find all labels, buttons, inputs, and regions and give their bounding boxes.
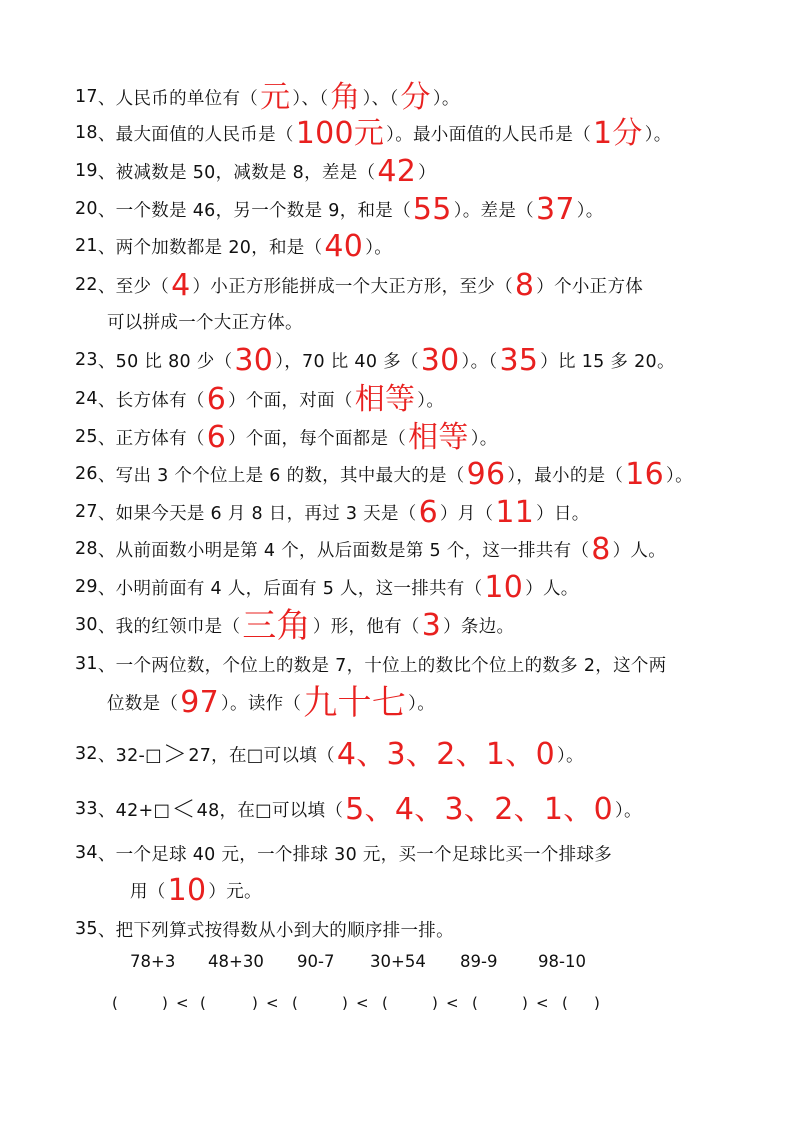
- answer: 6: [418, 495, 438, 530]
- question-30: [75, 606, 515, 646]
- question-33: [75, 792, 642, 826]
- close-bracket: ): [252, 994, 258, 1012]
- answer: 40: [324, 229, 364, 264]
- question-text: ）。: [644, 124, 672, 145]
- question-24: [75, 382, 444, 416]
- question-text: ）。: [365, 237, 393, 258]
- question-text: 、一个数是 46，另一个数是 9，和是（: [97, 200, 411, 221]
- question-number: 30: [75, 615, 98, 635]
- open-bracket: (: [562, 994, 568, 1012]
- question-text: 可以拼成一个大正方体。: [107, 312, 303, 333]
- question-text: 位数是（: [107, 693, 179, 714]
- less-than: <: [356, 994, 369, 1012]
- question-text: ）形，他有（: [312, 616, 420, 637]
- question-text: ）: [418, 162, 436, 183]
- question-text: ）日。: [536, 503, 590, 524]
- question-text: 用（: [130, 881, 166, 902]
- question-number: 35: [75, 919, 98, 939]
- question-number: 19: [75, 161, 98, 181]
- question-text: ）。: [666, 465, 693, 486]
- answer: 55: [412, 192, 452, 227]
- question-text: ）。（: [461, 351, 498, 372]
- answer: 8: [591, 532, 611, 567]
- question-text: 、把下列算式按得数从小到大的顺序排一排。: [97, 920, 454, 941]
- close-bracket: ): [432, 994, 438, 1012]
- answer: 97: [180, 685, 219, 720]
- question-number: 18: [75, 123, 98, 143]
- question-34: [75, 836, 612, 870]
- answer: 30: [234, 343, 274, 378]
- question-text: ）人。: [525, 578, 579, 599]
- question-text: 、一个两位数，个位上的数是 7，十位上的数比个位上的数多 2，这个两: [97, 655, 667, 676]
- question-text: 、被减数是 50，减数是 8，差是（: [97, 162, 376, 183]
- question-number: 34: [75, 843, 98, 863]
- question-text: 、如果今天是 6 月 8 日，再过 3 天是（: [97, 503, 417, 524]
- question-text: ）。读作（: [220, 693, 302, 714]
- question-number: 29: [75, 577, 98, 597]
- question-31-continuation: [107, 683, 435, 723]
- question-text: ），最小的是（: [507, 465, 624, 486]
- question-text: 、正方体有（: [97, 428, 205, 449]
- question-text: ）。: [615, 800, 642, 821]
- question-number: 22: [75, 275, 98, 295]
- answer: 角: [330, 80, 361, 115]
- expression: 78+3: [130, 952, 176, 971]
- question-17: [75, 80, 460, 114]
- question-text: ）。: [556, 745, 584, 766]
- answer: 4: [171, 268, 191, 303]
- question-number: 20: [75, 199, 98, 219]
- answer: 6: [206, 382, 227, 417]
- question-text: ）元。: [208, 881, 262, 902]
- answer: 42: [377, 154, 417, 189]
- question-text: ）、（: [362, 88, 399, 109]
- question-34-continuation: [130, 873, 262, 907]
- question-text: ）人。: [612, 540, 666, 561]
- question-number: 17: [75, 87, 98, 107]
- answer: 4、3、2、1、0: [336, 737, 555, 772]
- question-23: [75, 343, 675, 377]
- less-than: <: [266, 994, 279, 1012]
- question-text: ）。最小面值的人民币是（: [386, 124, 592, 145]
- answer: 8: [514, 268, 535, 303]
- close-bracket: ): [522, 994, 528, 1012]
- question-text: ）。: [417, 390, 445, 411]
- close-bracket: ): [594, 994, 600, 1012]
- answer: 10: [484, 570, 524, 605]
- answer: 11: [495, 495, 535, 530]
- question-text: ）个面，每个面都是（: [228, 428, 407, 449]
- question-22-continuation: [107, 304, 303, 338]
- open-bracket: (: [112, 994, 118, 1012]
- less-than: <: [536, 994, 549, 1012]
- question-22: [75, 268, 643, 302]
- less-than: <: [176, 994, 189, 1012]
- question-number: 27: [75, 502, 98, 522]
- question-number: 25: [75, 427, 98, 447]
- expression: 89-9: [460, 952, 498, 971]
- question-text: 、从前面数小明是第 4 个，从后面数是第 5 个，这一排共有（: [97, 540, 590, 561]
- question-text: 、我的红领巾是（: [97, 616, 241, 637]
- answer: 16: [625, 457, 665, 492]
- greater-than-sign: ＞: [163, 740, 188, 768]
- question-text: ），70 比 40 多（: [275, 351, 419, 372]
- question-number: 28: [75, 539, 98, 559]
- question-number: 32: [75, 744, 98, 764]
- question-text: 、最大面值的人民币是（: [97, 124, 294, 145]
- answer: 35: [499, 343, 539, 378]
- question-19: [75, 154, 436, 188]
- answer: 相等: [354, 382, 416, 417]
- question-text: ）个面，对面（: [228, 390, 353, 411]
- question-text: ）条边。: [443, 616, 515, 637]
- answer: 元: [260, 80, 291, 115]
- answer: 37: [535, 192, 575, 227]
- open-bracket: (: [382, 994, 388, 1012]
- close-bracket: ): [162, 994, 168, 1012]
- question-text: ）比 15 多 20。: [540, 351, 675, 372]
- question-text: ）个小正方体: [536, 276, 644, 297]
- question-text: ）小正方形能拼成一个大正方形，至少（: [192, 276, 513, 297]
- answer: 10: [167, 873, 207, 908]
- question-text: 27，在□可以填（: [188, 745, 335, 766]
- expression: 48+30: [208, 952, 264, 971]
- question-27: [75, 495, 590, 529]
- answer: 6: [206, 420, 227, 455]
- question-text: ）。差是（: [453, 200, 534, 221]
- less-than: <: [446, 994, 459, 1012]
- question-25: [75, 420, 498, 454]
- question-29: [75, 570, 579, 604]
- question-text: 、写出 3 个个位上是 6 的数，其中最大的是（: [97, 465, 465, 486]
- question-26: [75, 457, 693, 491]
- question-text: 、50 比 80 少（: [97, 351, 233, 372]
- expression: 98-10: [538, 952, 586, 971]
- question-text: ）。: [576, 200, 604, 221]
- answer: 30: [420, 343, 460, 378]
- question-text: ）。: [432, 88, 460, 109]
- answer: 九十七: [303, 683, 407, 723]
- question-text: 、42+□: [97, 800, 171, 821]
- question-text: 、两个加数都是 20，和是（: [97, 237, 323, 258]
- question-text: 、一个足球 40 元，一个排球 30 元，买一个足球比买一个排球多: [97, 844, 613, 865]
- question-text: ）月（: [439, 503, 494, 524]
- question-text: 、至少（: [97, 276, 170, 297]
- open-bracket: (: [472, 994, 478, 1012]
- less-than-sign: ＜: [171, 795, 196, 823]
- question-text: 、32-□: [97, 745, 162, 766]
- open-bracket: (: [292, 994, 298, 1012]
- question-number: 26: [75, 464, 98, 484]
- answer: 5、4、3、2、1、0: [345, 792, 613, 827]
- question-number: 23: [75, 350, 98, 370]
- question-21: [75, 229, 392, 263]
- question-text: 48，在□可以填（: [196, 800, 344, 821]
- expression: 30+54: [370, 952, 426, 971]
- question-text: ）。: [470, 428, 498, 449]
- answer: 1分: [593, 116, 643, 151]
- question-35: [75, 912, 454, 946]
- answer: 三角: [242, 606, 311, 646]
- question-31: [75, 647, 666, 681]
- close-bracket: ): [342, 994, 348, 1012]
- answer: 96: [466, 457, 506, 492]
- question-number: 33: [75, 799, 98, 819]
- expression: 90-7: [297, 952, 335, 971]
- answer: 分: [400, 80, 431, 115]
- question-number: 31: [75, 654, 98, 674]
- question-text: 、长方体有（: [97, 390, 205, 411]
- question-number: 24: [75, 389, 98, 409]
- question-20: [75, 192, 604, 226]
- question-text: 、小明前面有 4 人，后面有 5 人，这一排共有（: [97, 578, 483, 599]
- answer: 100元: [295, 116, 385, 151]
- question-text: 、人民币的单位有（: [97, 88, 259, 109]
- answer: 相等: [408, 420, 469, 455]
- question-text: ）。: [408, 693, 435, 714]
- question-text: ）、（: [292, 88, 329, 109]
- answer: 3: [421, 608, 442, 643]
- question-number: 21: [75, 236, 98, 256]
- open-bracket: (: [200, 994, 206, 1012]
- question-32: [75, 737, 584, 771]
- question-28: [75, 532, 666, 566]
- question-18: [75, 116, 672, 150]
